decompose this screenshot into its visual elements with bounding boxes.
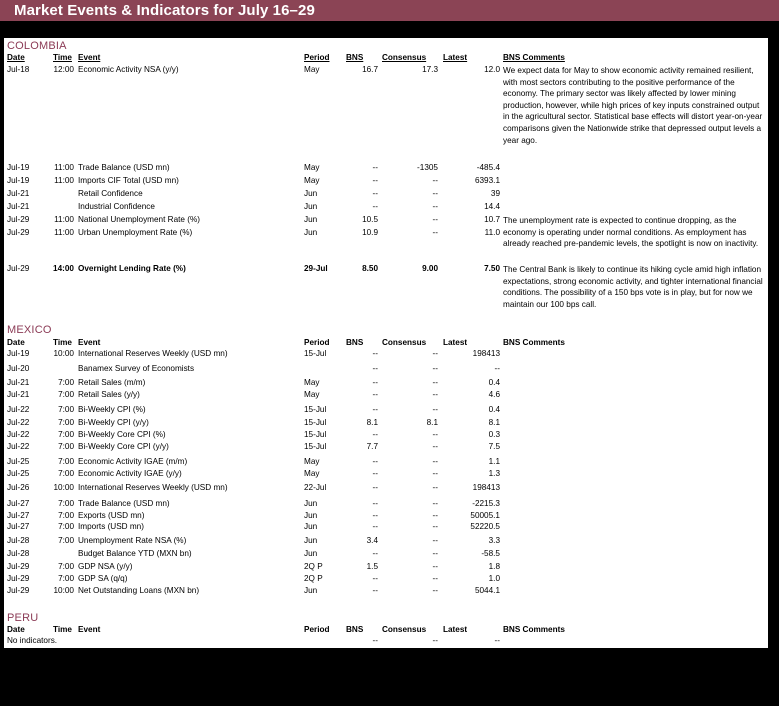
cell-bns: -- bbox=[372, 511, 378, 520]
cell-event: Overnight Lending Rate (%) bbox=[78, 264, 186, 273]
cell-period: May bbox=[304, 457, 320, 466]
cell-consensus: -- bbox=[432, 511, 438, 520]
cell-event: Economic Activity IGAE (m/m) bbox=[78, 457, 188, 466]
col-header-time: Time bbox=[53, 625, 72, 634]
cell-date: Jul-19 bbox=[7, 349, 30, 358]
cell-latest: 198413 bbox=[472, 349, 500, 358]
col-header-comments: BNS Comments bbox=[503, 338, 565, 347]
cell-latest: 8.1 bbox=[488, 418, 500, 427]
cell-event: Retail Sales (y/y) bbox=[78, 390, 140, 399]
cell-bns: 8.50 bbox=[362, 264, 378, 273]
cell-event: Imports CIF Total (USD mn) bbox=[78, 176, 179, 185]
cell-bns: -- bbox=[372, 202, 378, 211]
cell-date: Jul-27 bbox=[7, 499, 30, 508]
cell-consensus: -- bbox=[432, 586, 438, 595]
cell-bns: -- bbox=[372, 430, 378, 439]
page-title: Market Events & Indicators for July 16–29 bbox=[14, 2, 315, 19]
cell-latest: 6393.1 bbox=[474, 176, 500, 185]
col-header-comments: BNS Comments bbox=[503, 625, 565, 634]
cell-bns: -- bbox=[372, 378, 378, 387]
cell-period: Jun bbox=[304, 499, 318, 508]
cell-consensus: -- bbox=[432, 636, 438, 645]
cell-bns: -- bbox=[372, 349, 378, 358]
cell-period: May bbox=[304, 176, 320, 185]
cell-time: 7:00 bbox=[58, 430, 74, 439]
cell-bns: 1.5 bbox=[366, 562, 378, 571]
cell-latest: -2215.3 bbox=[472, 499, 500, 508]
cell-time: 7:00 bbox=[58, 511, 74, 520]
cell-period: Jun bbox=[304, 549, 318, 558]
col-header-period: Period bbox=[304, 53, 330, 62]
cell-consensus: -- bbox=[432, 378, 438, 387]
cell-period: Jun bbox=[304, 511, 318, 520]
cell-consensus: 8.1 bbox=[426, 418, 438, 427]
cell-bns: 3.4 bbox=[366, 536, 378, 545]
cell-consensus: -- bbox=[432, 499, 438, 508]
cell-event: Bi-Weekly Core CPI (y/y) bbox=[78, 442, 169, 451]
no-indicators-text: No indicators. bbox=[7, 636, 58, 645]
cell-date: Jul-29 bbox=[7, 215, 30, 224]
cell-date: Jul-21 bbox=[7, 202, 30, 211]
cell-date: Jul-22 bbox=[7, 442, 30, 451]
cell-bns: -- bbox=[372, 549, 378, 558]
cell-time: 11:00 bbox=[54, 176, 74, 185]
cell-period: 15-Jul bbox=[304, 418, 327, 427]
cell-time: 7:00 bbox=[58, 418, 74, 427]
cell-latest: 39 bbox=[490, 189, 500, 198]
cell-date: Jul-19 bbox=[7, 176, 30, 185]
cell-bns: 8.1 bbox=[366, 418, 378, 427]
cell-bns: -- bbox=[372, 469, 378, 478]
cell-date: Jul-29 bbox=[7, 586, 30, 595]
cell-date: Jul-27 bbox=[7, 522, 30, 531]
cell-period: Jun bbox=[304, 189, 318, 198]
cell-latest: 1.0 bbox=[488, 574, 500, 583]
col-header-event: Event bbox=[78, 625, 101, 634]
col-header-date: Date bbox=[7, 338, 25, 347]
cell-consensus: -- bbox=[432, 469, 438, 478]
cell-period: May bbox=[304, 163, 320, 172]
cell-time: 7:00 bbox=[58, 390, 74, 399]
cell-time: 7:00 bbox=[58, 574, 74, 583]
cell-consensus: -- bbox=[432, 574, 438, 583]
cell-period: Jun bbox=[304, 215, 318, 224]
cell-consensus: -- bbox=[432, 349, 438, 358]
cell-date: Jul-25 bbox=[7, 457, 30, 466]
cell-time: 10:00 bbox=[53, 586, 74, 595]
cell-time: 7:00 bbox=[58, 405, 74, 414]
cell-bns: -- bbox=[372, 522, 378, 531]
cell-period: Jun bbox=[304, 536, 318, 545]
col-header-comments: BNS Comments bbox=[503, 53, 565, 62]
cell-period: Jun bbox=[304, 586, 318, 595]
col-header-time: Time bbox=[53, 53, 72, 62]
cell-latest: 1.8 bbox=[488, 562, 500, 571]
cell-date: Jul-26 bbox=[7, 483, 30, 492]
cell-period: Jun bbox=[304, 202, 318, 211]
cell-period: Jun bbox=[304, 228, 318, 237]
cell-latest: 1.1 bbox=[488, 457, 500, 466]
country-label-colombia: COLOMBIA bbox=[7, 40, 67, 52]
cell-date: Jul-20 bbox=[7, 364, 30, 373]
col-header-consensus: Consensus bbox=[382, 338, 427, 347]
cell-bns: 7.7 bbox=[366, 442, 378, 451]
cell-latest: 5044.1 bbox=[474, 586, 500, 595]
cell-time: 11:00 bbox=[54, 215, 74, 224]
cell-period: 29-Jul bbox=[304, 264, 328, 273]
cell-event: Bi-Weekly CPI (y/y) bbox=[78, 418, 149, 427]
cell-event: National Unemployment Rate (%) bbox=[78, 215, 200, 224]
cell-event: Economic Activity IGAE (y/y) bbox=[78, 469, 182, 478]
cell-bns: -- bbox=[372, 390, 378, 399]
cell-event: Trade Balance (USD mn) bbox=[78, 499, 170, 508]
cell-consensus: -- bbox=[432, 536, 438, 545]
cell-latest: 1.3 bbox=[488, 469, 500, 478]
col-header-bns: BNS bbox=[346, 53, 364, 62]
cell-event: Urban Unemployment Rate (%) bbox=[78, 228, 193, 237]
cell-date: Jul-19 bbox=[7, 163, 30, 172]
cell-date: Jul-22 bbox=[7, 430, 30, 439]
cell-period: May bbox=[304, 390, 320, 399]
col-header-date: Date bbox=[7, 625, 25, 634]
col-header-event: Event bbox=[78, 338, 101, 347]
cell-time: 7:00 bbox=[58, 469, 74, 478]
col-header-period: Period bbox=[304, 625, 330, 634]
cell-event: International Reserves Weekly (USD mn) bbox=[78, 483, 228, 492]
cell-consensus: -- bbox=[432, 228, 438, 237]
cell-date: Jul-27 bbox=[7, 511, 30, 520]
cell-consensus: 9.00 bbox=[422, 264, 438, 273]
cell-date: Jul-18 bbox=[7, 65, 30, 74]
cell-time: 7:00 bbox=[58, 442, 74, 451]
col-header-latest: Latest bbox=[443, 53, 468, 62]
col-header-event: Event bbox=[78, 53, 101, 62]
cell-bns: 16.7 bbox=[362, 65, 378, 74]
cell-bns: -- bbox=[372, 364, 378, 373]
cell-date: Jul-21 bbox=[7, 189, 30, 198]
cell-time: 7:00 bbox=[58, 536, 74, 545]
cell-latest: -- bbox=[494, 636, 500, 645]
cell-event: Bi-Weekly CPI (%) bbox=[78, 405, 146, 414]
country-label-mexico: MEXICO bbox=[7, 324, 52, 336]
cell-date: Jul-22 bbox=[7, 405, 30, 414]
cell-time: 14:00 bbox=[53, 264, 74, 273]
cell-date: Jul-29 bbox=[7, 264, 30, 273]
cell-event: Economic Activity NSA (y/y) bbox=[78, 65, 179, 74]
cell-period: 15-Jul bbox=[304, 442, 327, 451]
cell-period: 15-Jul bbox=[304, 430, 327, 439]
cell-consensus: -- bbox=[432, 390, 438, 399]
cell-event: Net Outstanding Loans (MXN bn) bbox=[78, 586, 200, 595]
cell-consensus: -- bbox=[432, 522, 438, 531]
cell-event: Bi-Weekly Core CPI (%) bbox=[78, 430, 166, 439]
cell-date: Jul-28 bbox=[7, 536, 30, 545]
cell-bns: -- bbox=[372, 636, 378, 645]
cell-date: Jul-29 bbox=[7, 574, 30, 583]
cell-time: 7:00 bbox=[58, 457, 74, 466]
cell-event: Retail Confidence bbox=[78, 189, 143, 198]
cell-event: Retail Sales (m/m) bbox=[78, 378, 146, 387]
cell-period: May bbox=[304, 469, 320, 478]
cell-date: Jul-21 bbox=[7, 378, 30, 387]
cell-latest: 0.4 bbox=[488, 405, 500, 414]
cell-bns: -- bbox=[372, 163, 378, 172]
col-header-consensus: Consensus bbox=[382, 625, 427, 634]
cell-time: 10:00 bbox=[53, 483, 74, 492]
cell-event: Banamex Survey of Economists bbox=[78, 364, 195, 373]
cell-consensus: -- bbox=[432, 457, 438, 466]
cell-event: Industrial Confidence bbox=[78, 202, 155, 211]
cell-latest: 0.4 bbox=[488, 378, 500, 387]
cell-period: 2Q P bbox=[304, 562, 323, 571]
cell-consensus: 17.3 bbox=[422, 65, 438, 74]
cell-bns: -- bbox=[372, 189, 378, 198]
cell-latest: 50005.1 bbox=[470, 511, 500, 520]
cell-period: May bbox=[304, 65, 320, 74]
cell-consensus: -- bbox=[432, 430, 438, 439]
cell-bns: -- bbox=[372, 405, 378, 414]
cell-event: GDP NSA (y/y) bbox=[78, 562, 133, 571]
cell-consensus: -1305 bbox=[417, 163, 438, 172]
cell-time: 10:00 bbox=[53, 349, 74, 358]
cell-time: 7:00 bbox=[58, 378, 74, 387]
cell-bns: -- bbox=[372, 574, 378, 583]
cell-latest: 7.50 bbox=[484, 264, 500, 273]
cell-latest: 14.4 bbox=[484, 202, 500, 211]
cell-bns: -- bbox=[372, 176, 378, 185]
cell-date: Jul-28 bbox=[7, 549, 30, 558]
col-header-latest: Latest bbox=[443, 625, 468, 634]
cell-latest: 0.3 bbox=[488, 430, 500, 439]
cell-time: 7:00 bbox=[58, 499, 74, 508]
cell-latest: 10.7 bbox=[484, 215, 500, 224]
cell-event: Trade Balance (USD mn) bbox=[78, 163, 170, 172]
cell-latest: 198413 bbox=[472, 483, 500, 492]
country-label-peru: PERU bbox=[7, 612, 39, 624]
cell-time: 7:00 bbox=[58, 522, 74, 531]
cell-latest: 4.6 bbox=[488, 390, 500, 399]
cell-bns: -- bbox=[372, 499, 378, 508]
cell-consensus: -- bbox=[432, 189, 438, 198]
cell-consensus: -- bbox=[432, 202, 438, 211]
cell-event: International Reserves Weekly (USD mn) bbox=[78, 349, 228, 358]
cell-consensus: -- bbox=[432, 442, 438, 451]
cell-consensus: -- bbox=[432, 405, 438, 414]
cell-consensus: -- bbox=[432, 483, 438, 492]
col-header-bns: BNS bbox=[346, 338, 364, 347]
cell-time: 11:00 bbox=[54, 228, 74, 237]
cell-latest: -- bbox=[494, 364, 500, 373]
cell-time: 7:00 bbox=[58, 562, 74, 571]
cell-date: Jul-22 bbox=[7, 418, 30, 427]
cell-bns: -- bbox=[372, 457, 378, 466]
cell-event: Exports (USD mn) bbox=[78, 511, 145, 520]
cell-latest: -58.5 bbox=[481, 549, 500, 558]
comment-economic-activity: We expect data for May to show economic activity remained resilient, with most sectors contributing to the positive performance of the economy. The primary sector was likely affected by lower mining production, however, while high prices of key inputs constrained output in the agricultural sector. Statistical base effects will distort year-on-year comparisons given the Nationwide strike that depressed output levels a year ago. bbox=[503, 66, 763, 145]
cell-event: GDP SA (q/q) bbox=[78, 574, 128, 583]
cell-consensus: -- bbox=[432, 562, 438, 571]
cell-latest: 3.3 bbox=[488, 536, 500, 545]
cell-period: Jun bbox=[304, 522, 318, 531]
cell-event: Unemployment Rate NSA (%) bbox=[78, 536, 187, 545]
cell-bns: 10.9 bbox=[362, 228, 378, 237]
cell-consensus: -- bbox=[432, 549, 438, 558]
comment-lending-rate: The Central Bank is likely to continue its hiking cycle amid high inflation expectations, strong economic activity, and tighter international financial conditions. The possibility of a 150 bps vote is in play, but for now we maintain our 100 bps call. bbox=[503, 265, 763, 309]
cell-latest: 7.5 bbox=[488, 442, 500, 451]
col-header-latest: Latest bbox=[443, 338, 468, 347]
cell-date: Jul-29 bbox=[7, 562, 30, 571]
cell-consensus: -- bbox=[432, 176, 438, 185]
cell-date: Jul-21 bbox=[7, 390, 30, 399]
cell-bns: -- bbox=[372, 586, 378, 595]
cell-latest: -485.4 bbox=[476, 163, 500, 172]
col-header-time: Time bbox=[53, 338, 72, 347]
cell-latest: 52220.5 bbox=[470, 522, 500, 531]
cell-time: 12:00 bbox=[53, 65, 74, 74]
cell-consensus: -- bbox=[432, 215, 438, 224]
cell-period: 15-Jul bbox=[304, 405, 327, 414]
cell-latest: 11.0 bbox=[484, 228, 500, 237]
cell-time: 11:00 bbox=[54, 163, 74, 172]
cell-event: Budget Balance YTD (MXN bn) bbox=[78, 549, 192, 558]
cell-period: 2Q P bbox=[304, 574, 323, 583]
title-bar bbox=[0, 0, 779, 21]
col-header-period: Period bbox=[304, 338, 330, 347]
cell-event: Imports (USD mn) bbox=[78, 522, 144, 531]
cell-latest: 12.0 bbox=[484, 65, 500, 74]
cell-date: Jul-25 bbox=[7, 469, 30, 478]
cell-period: May bbox=[304, 378, 320, 387]
comment-unemployment: The unemployment rate is expected to continue dropping, as the economy is operating under normal conditions. As employment has already reached pre-pandemic levels, the spotlight is now on inactivity. bbox=[503, 216, 759, 249]
cell-period: 22-Jul bbox=[304, 483, 327, 492]
cell-bns: 10.5 bbox=[362, 215, 378, 224]
events-panel bbox=[4, 38, 768, 648]
col-header-bns: BNS bbox=[346, 625, 364, 634]
cell-date: Jul-29 bbox=[7, 228, 30, 237]
cell-bns: -- bbox=[372, 483, 378, 492]
cell-period: 15-Jul bbox=[304, 349, 327, 358]
col-header-date: Date bbox=[7, 53, 25, 62]
col-header-consensus: Consensus bbox=[382, 53, 427, 62]
cell-consensus: -- bbox=[432, 364, 438, 373]
